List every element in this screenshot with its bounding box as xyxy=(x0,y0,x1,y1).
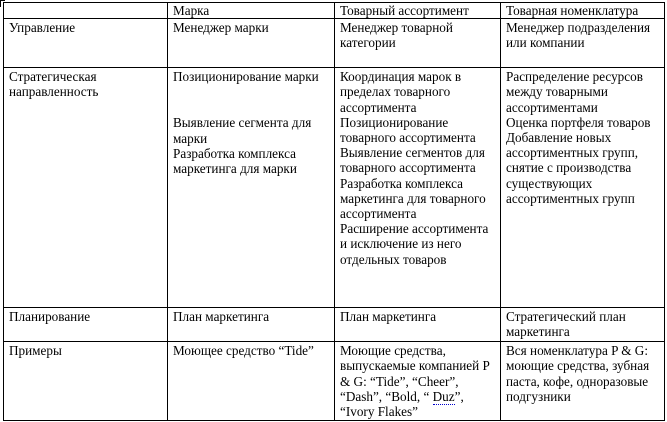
assortment-item: Координация марок в пределах товарного ассортимента xyxy=(340,69,462,115)
cell-assortment: Менеджер товарной категории xyxy=(335,19,501,68)
header-empty xyxy=(4,3,168,19)
table-row-management xyxy=(4,19,665,68)
blank-gap xyxy=(173,84,330,115)
brand-item: Разработка комплекса маркетинга для марки xyxy=(173,145,297,177)
table-row-strategy xyxy=(4,68,665,308)
row-label: Стратегическая направленность xyxy=(4,68,168,308)
cell-assortment xyxy=(335,68,501,308)
cell-nomenclature xyxy=(501,68,665,308)
brand-item: Позиционирование марки xyxy=(173,69,319,85)
nomenclature-item: Оценка портфеля товаров xyxy=(506,114,651,130)
comparison-table xyxy=(3,2,665,421)
cell-assortment: План маркетинга xyxy=(335,308,501,342)
row-label: Управление xyxy=(4,19,168,68)
assortment-item: Позиционирование товарного ассортимента xyxy=(340,114,476,146)
examples-text: Моющие средства, выпускаемые компанией P & G: “Tide”, “Cheer”, “Dash”, “Bold, “ xyxy=(340,343,490,404)
table-row-examples xyxy=(4,342,665,421)
cell-nomenclature: Менеджер подразделения или компании xyxy=(501,19,665,68)
spellcheck-underlined-word: Duz xyxy=(432,388,455,404)
cell-brand: Менеджер марки xyxy=(168,19,335,68)
cell-brand: Моющее средство “Tide” xyxy=(168,342,335,421)
cell-brand xyxy=(168,68,335,308)
assortment-item: Выявление сегментов для товарного ассортимента xyxy=(340,145,485,176)
row-label: Планирование xyxy=(4,308,168,342)
nomenclature-item: Распределение ресурсов между товарными ассортиментами xyxy=(506,69,643,115)
cell-brand: План маркетинга xyxy=(168,308,335,342)
row-label: Примеры xyxy=(4,342,168,421)
header-nomenclature: Товарная номенклатура xyxy=(501,3,665,19)
cell-assortment xyxy=(335,342,501,421)
brand-item: Выявление сегмента для марки xyxy=(173,115,312,146)
examples-text-tail: ”, “Ivory Flakes” xyxy=(340,388,464,420)
assortment-item: Разработка комплекса маркетинга для товарного ассортимента xyxy=(340,175,486,222)
cell-nomenclature: Стратегический план маркетинга xyxy=(501,308,665,342)
nomenclature-item: Добавление новых ассортиментных групп, снятие с производства существующих ассортиментных групп xyxy=(506,130,639,206)
cell-nomenclature: Вся номенклатура P & G: моющие средства, зубная паста, кофе, одноразовые подгузники xyxy=(501,342,665,421)
header-row xyxy=(4,3,665,19)
header-brand: Марка xyxy=(168,3,335,19)
table-row-planning xyxy=(4,308,665,342)
assortment-item: Расширение ассортимента и исключение из него отдельных товаров xyxy=(340,221,489,267)
header-assortment: Товарный ассортимент xyxy=(335,3,501,19)
